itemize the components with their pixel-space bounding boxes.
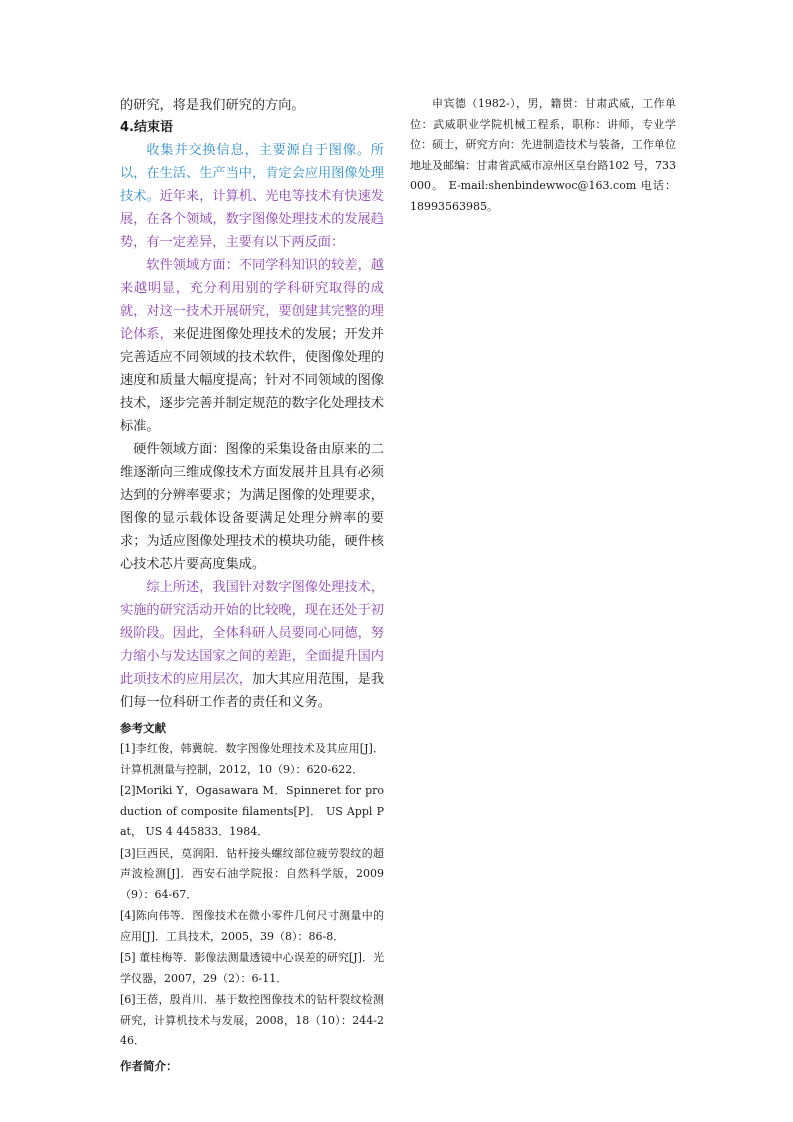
- paragraph-1: [120, 139, 384, 254]
- reference-item: [2]Moriki Y，Ogasawara M．Spinneret for production of composite filaments[P]． US Appl Pat， US 4 445833．1984．: [120, 784, 384, 838]
- reference-item: [1]李红俊，韩冀皖．数字图像处理技术及其应用[J]．计算机测量与控制，2012，10（9）：620-622．: [120, 742, 384, 776]
- paragraph-1-blue-text: 收集并交换信息，主要源自于图像。所以，在生活、生产当中，肯定会应用图像处理技术。: [120, 143, 384, 204]
- left-column: [120, 94, 384, 1077]
- paragraph-4: [120, 576, 384, 714]
- right-column: [410, 94, 676, 217]
- reference-item: [6]王蓓，殷肖川．基于数控图像技术的钻杆裂纹检测研究，计算机技术与发展，2008，18（10）：244-246．: [120, 993, 384, 1047]
- intro-line: 的研究，将是我们研究的方向。: [120, 98, 305, 113]
- paragraph-4-black-text: 加大其应用范围，是我们每一位科研工作者的责任和义务。: [120, 672, 385, 710]
- reference-item: [3]巨西民，莫润阳．钻杆接头螺纹部位疲劳裂纹的超声波检测[J]．西安石油学院报：自然科学版，2009（9）：64-67．: [120, 846, 384, 901]
- author-heading: 作者简介：: [120, 1058, 178, 1073]
- reference-item: [5] 董桂梅等．影像法测量透镜中心误差的研究[J]．光学仪器，2007，29（2）：6-11．: [120, 951, 384, 985]
- paragraph-4-purple-text: 综上所述，我国针对数字图像处理技术，实施的研究活动开始的比较晚，现在还处于初级阶段。因此，全体科研人员要同心同德，努力缩小与发达国家之间的差距，全面提升国内此项技术的应用层次，: [120, 580, 384, 687]
- references-heading: 参考文献: [120, 721, 166, 735]
- paragraph-1-purple-text: 近年来，计算机、光电等技术有快速发展，在各个领域，数字图像处理技术的发展趋势，有一定差异，主要有以下两反面：: [120, 189, 385, 250]
- paragraph-2: [120, 254, 384, 438]
- author-bio: 申宾德（1982-），男，籍贯：甘肃武威，工作单位：武威职业学院机械工程系，职称：讲师，专业学位：硕士，研究方向：先进制造技术与装备，工作单位地址及邮编：甘肃省武威市凉州区皇台路102 号，733000。 E-mail:shenbindewwoc@163.com 电话：18993563985。: [410, 97, 676, 213]
- section-heading: 4.结束语: [120, 120, 173, 135]
- paragraph-2-purple-text: 软件领域方面：不同学科知识的较差，越来越明显，充分利用别的学科研究取得的成就，对这一技术开展研究，要创建其完整的理论体系，: [120, 258, 384, 342]
- paragraph-2-black-text: 来促进图像处理技术的发展；开发并完善适应不同领域的技术软件，使图像处理的速度和质量大幅度提高；针对不同领域的图像技术，逐步完善并制定规范的数字化处理技术标准。: [120, 327, 385, 434]
- reference-item: [4]陈向伟等．图像技术在微小零件几何尺寸测量中的应用[J]．工具技术，2005，39（8）：86-8．: [120, 909, 384, 943]
- paragraph-3: 硬件领域方面：图像的采集设备由原来的二维逐渐向三维成像技术方面发展并且具有必须达到的分辨率要求；为满足图像的处理要求，图像的显示载体设备要满足处理分辨率的要求；为适应图像处理技术的模块功能，硬件核心技术芯片要高度集成。: [120, 442, 384, 572]
